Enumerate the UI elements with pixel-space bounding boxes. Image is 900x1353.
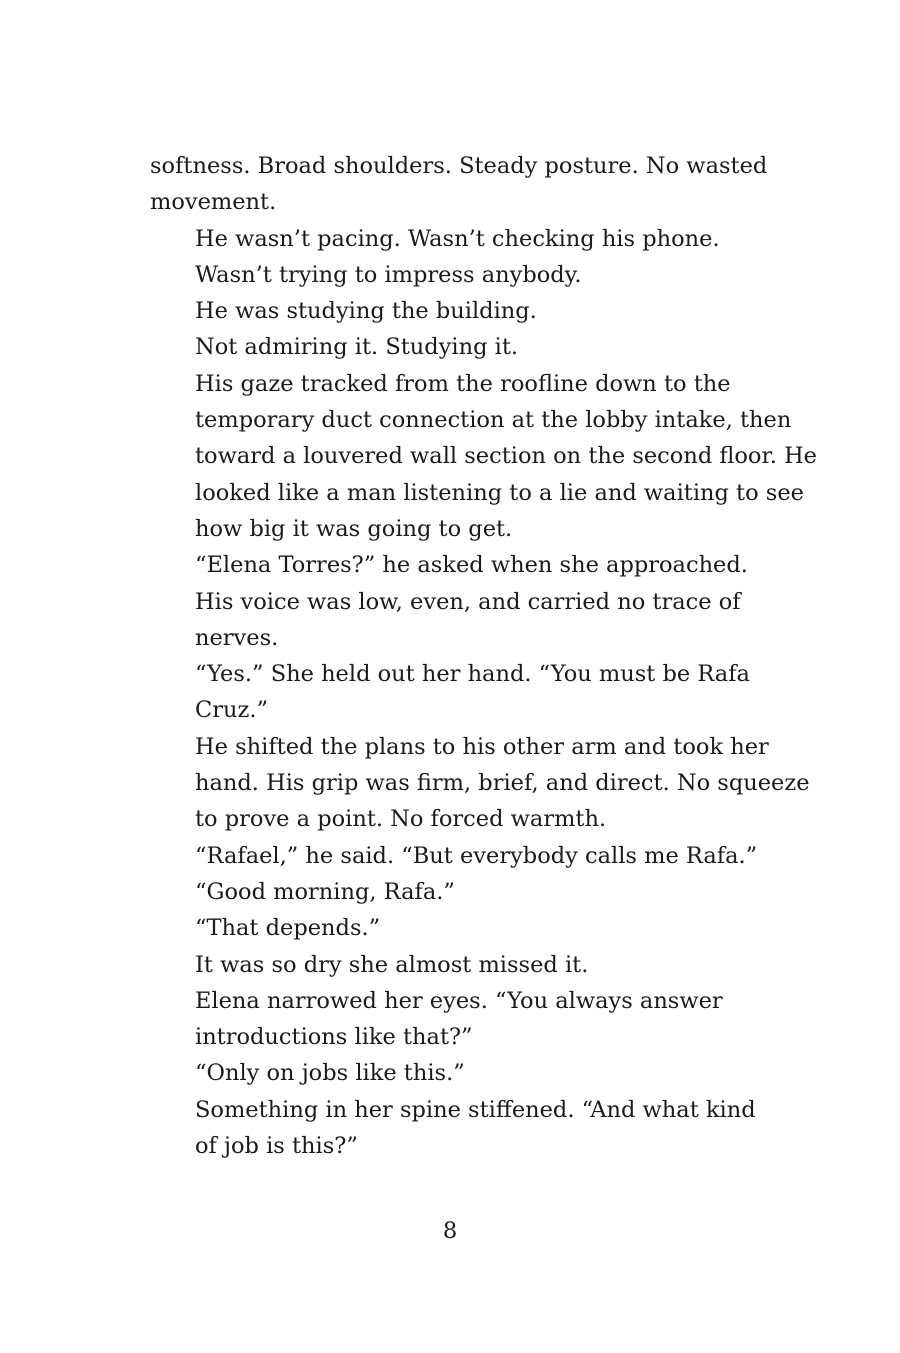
text-line: toward a louvered wall section on the second floor. He	[195, 443, 818, 470]
paragraph	[150, 366, 818, 547]
paragraph	[150, 148, 768, 221]
text-line: introductions like that?”	[195, 1024, 473, 1051]
paragraph	[150, 656, 750, 729]
text-line: softness. Broad shoulders. Steady posture. No wasted	[150, 153, 768, 179]
text-line: He was studying the building.	[195, 298, 537, 325]
paragraph	[150, 838, 758, 874]
text-line: of job is this?”	[195, 1133, 358, 1160]
text-line: “Only on jobs like this.”	[195, 1060, 465, 1087]
text-line: He wasn’t pacing. Wasn’t checking his phone.	[195, 225, 720, 252]
paragraph	[150, 729, 810, 838]
text-line: temporary duct connection at the lobby intake, then	[195, 407, 792, 434]
text-line: hand. His grip was firm, brief, and direct. No squeeze	[195, 770, 810, 797]
text-line: His voice was low, even, and carried no trace of	[195, 588, 741, 615]
body-text	[150, 148, 818, 1164]
paragraph	[150, 1092, 756, 1165]
text-line: He shifted the plans to his other arm and took her	[195, 733, 769, 760]
paragraph	[150, 547, 750, 583]
text-line: “Elena Torres?” he asked when she approached.	[195, 552, 748, 579]
text-line: Elena narrowed her eyes. “You always answer	[195, 987, 723, 1014]
paragraph	[150, 947, 750, 983]
text-line: Not admiring it. Studying it.	[195, 334, 519, 361]
paragraph	[150, 584, 750, 657]
text-line: His gaze tracked from the roofline down to the	[195, 370, 731, 397]
text-line: It was so dry she almost missed it.	[195, 951, 589, 978]
text-line: “Good morning, Rafa.”	[195, 878, 455, 905]
text-line: how big it was going to get.	[195, 515, 513, 542]
paragraph	[150, 293, 750, 329]
text-line: “That depends.”	[195, 915, 381, 942]
text-line: Wasn’t trying to impress anybody.	[195, 261, 582, 288]
text-line: “Rafael,” he said. “But everybody calls me Rafa.”	[195, 842, 758, 869]
text-line: “Yes.” She held out her hand. “You must be Rafa	[195, 661, 750, 688]
paragraph	[150, 1055, 750, 1091]
paragraph	[150, 221, 750, 294]
paragraph	[150, 983, 750, 1056]
paragraph	[150, 329, 750, 365]
paragraph	[150, 874, 750, 910]
text-line: to prove a point. No forced warmth.	[195, 806, 607, 833]
text-line: nerves.	[195, 624, 279, 651]
paragraph	[150, 910, 750, 946]
page-number: 8	[442, 1218, 458, 1244]
text-line: movement.	[150, 189, 277, 216]
text-line: Cruz.”	[195, 697, 268, 724]
text-line: looked like a man listening to a lie and waiting to see	[195, 479, 804, 506]
text-line: Something in her spine stiffened. “And what kind	[195, 1096, 756, 1123]
